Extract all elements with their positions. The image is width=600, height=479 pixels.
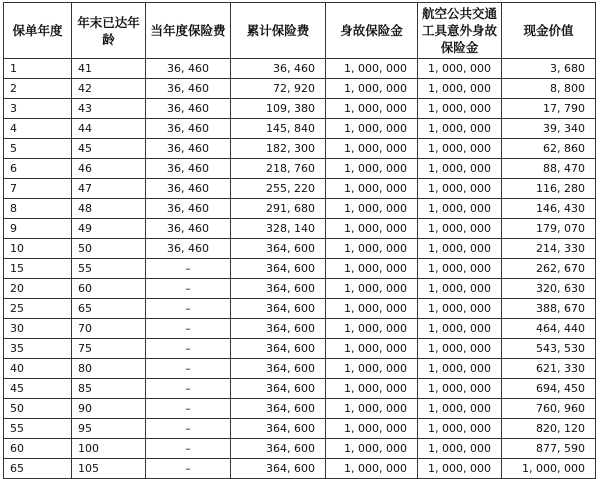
cell-annual-premium: – bbox=[146, 419, 231, 439]
table-row bbox=[4, 419, 596, 439]
insurance-benefit-table bbox=[3, 2, 596, 479]
cell-annual-premium: – bbox=[146, 259, 231, 279]
cell-policy-year: 15 bbox=[4, 259, 72, 279]
cell-aviation-accident-benefit: 1, 000, 000 bbox=[418, 79, 502, 99]
cell-cash-value: 88, 470 bbox=[502, 159, 596, 179]
cell-annual-premium: – bbox=[146, 359, 231, 379]
table-row bbox=[4, 459, 596, 479]
table-row bbox=[4, 299, 596, 319]
cell-cumulative-premium: 291, 680 bbox=[231, 199, 326, 219]
cell-aviation-accident-benefit: 1, 000, 000 bbox=[418, 199, 502, 219]
cell-cumulative-premium: 364, 600 bbox=[231, 419, 326, 439]
cell-cumulative-premium: 182, 300 bbox=[231, 139, 326, 159]
cell-policy-year: 10 bbox=[4, 239, 72, 259]
table-row bbox=[4, 259, 596, 279]
cell-cumulative-premium: 364, 600 bbox=[231, 239, 326, 259]
cell-death-benefit: 1, 000, 000 bbox=[326, 399, 418, 419]
cell-policy-year: 45 bbox=[4, 379, 72, 399]
cell-annual-premium: 36, 460 bbox=[146, 159, 231, 179]
header-policy-year: 保单年度 bbox=[4, 3, 72, 59]
header-annual-premium: 当年度保险费 bbox=[146, 3, 231, 59]
cell-annual-premium: – bbox=[146, 459, 231, 479]
cell-age: 100 bbox=[72, 439, 146, 459]
cell-aviation-accident-benefit: 1, 000, 000 bbox=[418, 419, 502, 439]
cell-cumulative-premium: 364, 600 bbox=[231, 399, 326, 419]
cell-death-benefit: 1, 000, 000 bbox=[326, 339, 418, 359]
cell-cumulative-premium: 364, 600 bbox=[231, 319, 326, 339]
cell-aviation-accident-benefit: 1, 000, 000 bbox=[418, 359, 502, 379]
cell-cumulative-premium: 364, 600 bbox=[231, 299, 326, 319]
cell-aviation-accident-benefit: 1, 000, 000 bbox=[418, 239, 502, 259]
cell-aviation-accident-benefit: 1, 000, 000 bbox=[418, 159, 502, 179]
cell-annual-premium: 36, 460 bbox=[146, 119, 231, 139]
cell-cash-value: 3, 680 bbox=[502, 59, 596, 79]
cell-age: 45 bbox=[72, 139, 146, 159]
cell-death-benefit: 1, 000, 000 bbox=[326, 139, 418, 159]
cell-cash-value: 820, 120 bbox=[502, 419, 596, 439]
cell-annual-premium: – bbox=[146, 279, 231, 299]
cell-age: 90 bbox=[72, 399, 146, 419]
cell-cash-value: 760, 960 bbox=[502, 399, 596, 419]
cell-annual-premium: 36, 460 bbox=[146, 199, 231, 219]
header-age-at-year-end: 年末已达年龄 bbox=[72, 3, 146, 59]
cell-aviation-accident-benefit: 1, 000, 000 bbox=[418, 459, 502, 479]
cell-cumulative-premium: 364, 600 bbox=[231, 339, 326, 359]
cell-age: 70 bbox=[72, 319, 146, 339]
cell-death-benefit: 1, 000, 000 bbox=[326, 219, 418, 239]
cell-cash-value: 621, 330 bbox=[502, 359, 596, 379]
cell-death-benefit: 1, 000, 000 bbox=[326, 99, 418, 119]
header-cash-value: 现金价值 bbox=[502, 3, 596, 59]
cell-annual-premium: 36, 460 bbox=[146, 239, 231, 259]
cell-policy-year: 25 bbox=[4, 299, 72, 319]
header-cumulative-premium: 累计保险费 bbox=[231, 3, 326, 59]
cell-cumulative-premium: 364, 600 bbox=[231, 259, 326, 279]
table-row bbox=[4, 119, 596, 139]
table-row bbox=[4, 339, 596, 359]
cell-age: 75 bbox=[72, 339, 146, 359]
cell-annual-premium: 36, 460 bbox=[146, 79, 231, 99]
cell-age: 41 bbox=[72, 59, 146, 79]
cell-policy-year: 2 bbox=[4, 79, 72, 99]
table-row bbox=[4, 279, 596, 299]
table-row bbox=[4, 179, 596, 199]
table-row bbox=[4, 379, 596, 399]
cell-death-benefit: 1, 000, 000 bbox=[326, 119, 418, 139]
cell-age: 60 bbox=[72, 279, 146, 299]
cell-death-benefit: 1, 000, 000 bbox=[326, 299, 418, 319]
cell-annual-premium: – bbox=[146, 299, 231, 319]
cell-policy-year: 50 bbox=[4, 399, 72, 419]
cell-annual-premium: – bbox=[146, 439, 231, 459]
cell-cash-value: 877, 590 bbox=[502, 439, 596, 459]
cell-age: 55 bbox=[72, 259, 146, 279]
cell-annual-premium: – bbox=[146, 379, 231, 399]
cell-policy-year: 30 bbox=[4, 319, 72, 339]
cell-cumulative-premium: 364, 600 bbox=[231, 279, 326, 299]
cell-policy-year: 6 bbox=[4, 159, 72, 179]
cell-policy-year: 8 bbox=[4, 199, 72, 219]
header-row bbox=[4, 3, 596, 59]
cell-age: 80 bbox=[72, 359, 146, 379]
cell-aviation-accident-benefit: 1, 000, 000 bbox=[418, 219, 502, 239]
cell-cash-value: 214, 330 bbox=[502, 239, 596, 259]
cell-age: 65 bbox=[72, 299, 146, 319]
cell-cash-value: 320, 630 bbox=[502, 279, 596, 299]
cell-aviation-accident-benefit: 1, 000, 000 bbox=[418, 379, 502, 399]
cell-age: 95 bbox=[72, 419, 146, 439]
cell-cumulative-premium: 328, 140 bbox=[231, 219, 326, 239]
table-row bbox=[4, 159, 596, 179]
table-row bbox=[4, 59, 596, 79]
table-row bbox=[4, 79, 596, 99]
table-row bbox=[4, 139, 596, 159]
cell-cash-value: 1, 000, 000 bbox=[502, 459, 596, 479]
cell-age: 47 bbox=[72, 179, 146, 199]
cell-aviation-accident-benefit: 1, 000, 000 bbox=[418, 179, 502, 199]
cell-death-benefit: 1, 000, 000 bbox=[326, 199, 418, 219]
cell-cumulative-premium: 145, 840 bbox=[231, 119, 326, 139]
cell-policy-year: 55 bbox=[4, 419, 72, 439]
cell-death-benefit: 1, 000, 000 bbox=[326, 319, 418, 339]
table-row bbox=[4, 319, 596, 339]
cell-age: 43 bbox=[72, 99, 146, 119]
cell-policy-year: 3 bbox=[4, 99, 72, 119]
cell-death-benefit: 1, 000, 000 bbox=[326, 79, 418, 99]
table-row bbox=[4, 99, 596, 119]
cell-cumulative-premium: 218, 760 bbox=[231, 159, 326, 179]
cell-aviation-accident-benefit: 1, 000, 000 bbox=[418, 399, 502, 419]
header-aviation-transport-accident-death-benefit: 航空公共交通工具意外身故保险金 bbox=[418, 3, 502, 59]
cell-age: 44 bbox=[72, 119, 146, 139]
cell-cumulative-premium: 109, 380 bbox=[231, 99, 326, 119]
cell-aviation-accident-benefit: 1, 000, 000 bbox=[418, 259, 502, 279]
cell-age: 49 bbox=[72, 219, 146, 239]
cell-death-benefit: 1, 000, 000 bbox=[326, 359, 418, 379]
cell-cash-value: 62, 860 bbox=[502, 139, 596, 159]
cell-cash-value: 388, 670 bbox=[502, 299, 596, 319]
cell-aviation-accident-benefit: 1, 000, 000 bbox=[418, 279, 502, 299]
table-row bbox=[4, 219, 596, 239]
cell-policy-year: 7 bbox=[4, 179, 72, 199]
cell-policy-year: 20 bbox=[4, 279, 72, 299]
cell-death-benefit: 1, 000, 000 bbox=[326, 279, 418, 299]
cell-cash-value: 543, 530 bbox=[502, 339, 596, 359]
cell-annual-premium: 36, 460 bbox=[146, 139, 231, 159]
cell-cash-value: 116, 280 bbox=[502, 179, 596, 199]
cell-aviation-accident-benefit: 1, 000, 000 bbox=[418, 339, 502, 359]
cell-annual-premium: 36, 460 bbox=[146, 179, 231, 199]
cell-death-benefit: 1, 000, 000 bbox=[326, 459, 418, 479]
cell-policy-year: 4 bbox=[4, 119, 72, 139]
table-row bbox=[4, 239, 596, 259]
cell-annual-premium: – bbox=[146, 399, 231, 419]
cell-cash-value: 694, 450 bbox=[502, 379, 596, 399]
cell-cumulative-premium: 255, 220 bbox=[231, 179, 326, 199]
cell-death-benefit: 1, 000, 000 bbox=[326, 379, 418, 399]
cell-policy-year: 35 bbox=[4, 339, 72, 359]
cell-annual-premium: – bbox=[146, 319, 231, 339]
cell-cumulative-premium: 364, 600 bbox=[231, 459, 326, 479]
cell-policy-year: 40 bbox=[4, 359, 72, 379]
cell-cumulative-premium: 72, 920 bbox=[231, 79, 326, 99]
table-row bbox=[4, 359, 596, 379]
cell-cash-value: 262, 670 bbox=[502, 259, 596, 279]
cell-aviation-accident-benefit: 1, 000, 000 bbox=[418, 59, 502, 79]
cell-annual-premium: 36, 460 bbox=[146, 99, 231, 119]
cell-death-benefit: 1, 000, 000 bbox=[326, 179, 418, 199]
cell-cash-value: 179, 070 bbox=[502, 219, 596, 239]
header-death-benefit: 身故保险金 bbox=[326, 3, 418, 59]
cell-death-benefit: 1, 000, 000 bbox=[326, 439, 418, 459]
cell-age: 48 bbox=[72, 199, 146, 219]
cell-annual-premium: 36, 460 bbox=[146, 59, 231, 79]
cell-cumulative-premium: 364, 600 bbox=[231, 439, 326, 459]
cell-age: 46 bbox=[72, 159, 146, 179]
cell-cash-value: 39, 340 bbox=[502, 119, 596, 139]
table-row bbox=[4, 199, 596, 219]
cell-policy-year: 65 bbox=[4, 459, 72, 479]
cell-policy-year: 60 bbox=[4, 439, 72, 459]
cell-aviation-accident-benefit: 1, 000, 000 bbox=[418, 139, 502, 159]
cell-aviation-accident-benefit: 1, 000, 000 bbox=[418, 299, 502, 319]
cell-age: 50 bbox=[72, 239, 146, 259]
cell-death-benefit: 1, 000, 000 bbox=[326, 259, 418, 279]
cell-aviation-accident-benefit: 1, 000, 000 bbox=[418, 119, 502, 139]
cell-death-benefit: 1, 000, 000 bbox=[326, 159, 418, 179]
cell-annual-premium: – bbox=[146, 339, 231, 359]
table-body bbox=[4, 59, 596, 479]
table-row bbox=[4, 439, 596, 459]
cell-annual-premium: 36, 460 bbox=[146, 219, 231, 239]
table-row bbox=[4, 399, 596, 419]
cell-cumulative-premium: 36, 460 bbox=[231, 59, 326, 79]
cell-cash-value: 464, 440 bbox=[502, 319, 596, 339]
cell-policy-year: 1 bbox=[4, 59, 72, 79]
cell-cumulative-premium: 364, 600 bbox=[231, 379, 326, 399]
cell-cash-value: 146, 430 bbox=[502, 199, 596, 219]
cell-aviation-accident-benefit: 1, 000, 000 bbox=[418, 99, 502, 119]
cell-policy-year: 9 bbox=[4, 219, 72, 239]
cell-death-benefit: 1, 000, 000 bbox=[326, 59, 418, 79]
cell-cash-value: 8, 800 bbox=[502, 79, 596, 99]
cell-age: 85 bbox=[72, 379, 146, 399]
cell-age: 105 bbox=[72, 459, 146, 479]
cell-policy-year: 5 bbox=[4, 139, 72, 159]
cell-aviation-accident-benefit: 1, 000, 000 bbox=[418, 319, 502, 339]
cell-aviation-accident-benefit: 1, 000, 000 bbox=[418, 439, 502, 459]
cell-age: 42 bbox=[72, 79, 146, 99]
cell-cash-value: 17, 790 bbox=[502, 99, 596, 119]
cell-death-benefit: 1, 000, 000 bbox=[326, 239, 418, 259]
cell-death-benefit: 1, 000, 000 bbox=[326, 419, 418, 439]
cell-cumulative-premium: 364, 600 bbox=[231, 359, 326, 379]
